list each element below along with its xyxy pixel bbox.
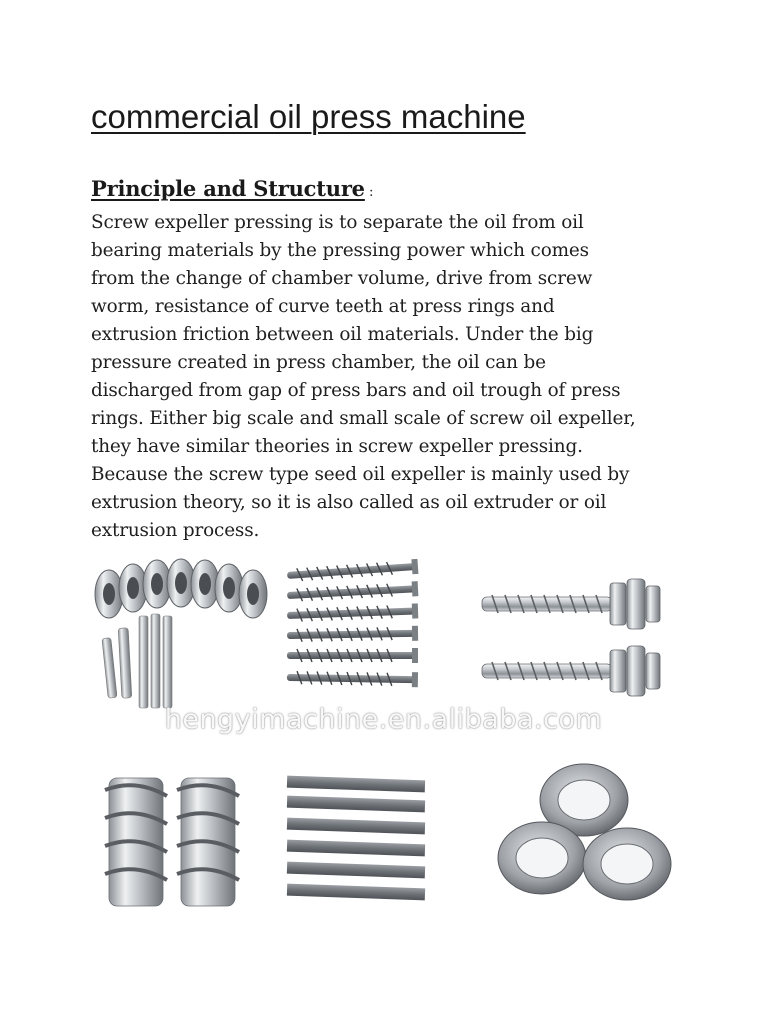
body-line: rings. Either big scale and small scale of screw oil expeller, <box>91 408 636 429</box>
watermark-text: hengyimachine.en.alibaba.com <box>164 704 603 735</box>
section-heading <box>91 176 374 201</box>
page-title: commercial oil press machine <box>91 98 526 135</box>
section-heading-text: Principle and Structure <box>91 176 365 201</box>
body-line: extrusion friction between oil materials. Under the big <box>91 324 594 345</box>
screw-worm-shaft-bottom <box>482 646 660 696</box>
body-line: pressure created in press chamber, the oil can be <box>91 352 546 373</box>
body-paragraph <box>91 209 691 545</box>
press-bars-small-group <box>102 614 172 708</box>
screw-shafts-group <box>287 559 419 687</box>
press-rings-group <box>95 559 267 618</box>
screw-segments-group <box>105 778 239 906</box>
section-heading-colon: : <box>368 184 374 200</box>
body-line: Screw expeller pressing is to separate the oil from oil <box>91 212 584 233</box>
body-line: bearing materials by the pressing power which comes <box>91 240 589 261</box>
body-line: Because the screw type seed oil expeller is mainly used by <box>91 464 630 485</box>
body-line: discharged from gap of press bars and oil trough of press <box>91 380 621 401</box>
screw-worm-shaft-top <box>482 579 660 629</box>
body-line: extrusion process. <box>91 520 260 541</box>
body-line: they have similar theories in screw expeller pressing. <box>91 436 583 457</box>
body-line: from the change of chamber volume, drive from screw <box>91 268 593 289</box>
thick-rings-group <box>498 764 671 900</box>
press-bars-group <box>287 776 425 901</box>
parts-photo-collage <box>87 550 680 918</box>
body-line: extrusion theory, so it is also called as oil extruder or oil <box>91 492 607 513</box>
body-line: worm, resistance of curve teeth at press rings and <box>91 296 555 317</box>
